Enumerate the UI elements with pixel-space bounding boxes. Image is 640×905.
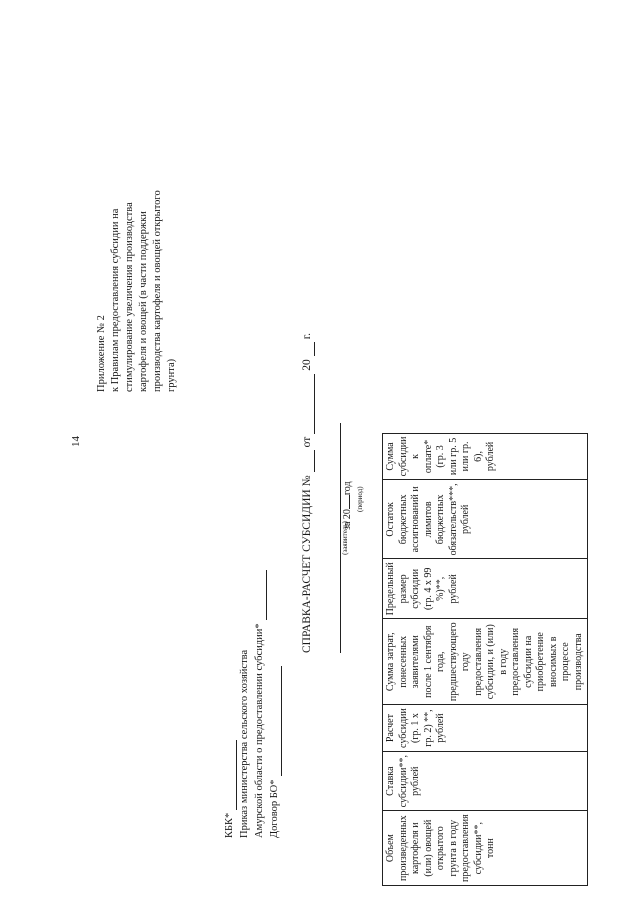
number-field[interactable] [303,450,315,472]
requisites-block [222,528,282,838]
title-heading: СПРАВКА-РАСЧЕТ СУБСИДИИ № [301,475,313,653]
appendix-line: стимулирование увеличения производства [124,202,135,392]
contract-label: Договор БО* [269,779,280,838]
period-prefix: за 20 [342,509,353,530]
header-costs: Сумма затрат, понесенных заявителями после 1 сентября года, предшествующего году предоставления субсидии, и (или) в году предоставления субсидии на приобретение вносимых в процессе производства [383,619,588,705]
header-calculation: Расчет субсидии (гр. 1 х гр. 2) **, рублей [383,705,588,752]
appendix-line: картофеля и овощей (в части поддержки [138,211,149,392]
from-label: от [301,436,313,448]
table-header-row [383,433,588,885]
period-year-field[interactable] [340,495,350,509]
header-volume: Объем произведенных картофеля и (или) овощей открытого грунта в году предоставления субсидии**, тонн [383,811,588,886]
appendix-block [95,122,179,392]
year-suffix: г. [301,332,313,340]
date-field[interactable] [303,374,315,434]
order-line-1: Приказ министерства сельского хозяйства [239,649,250,838]
applicant-caption: (заявитель) [341,521,349,555]
appendix-line: Приложение № 2 [96,315,107,392]
kbk-label: КБК* [224,812,235,838]
kbk-field[interactable] [225,740,237,810]
subsidy-table [382,433,588,886]
page-number: 14 [70,436,82,447]
period-caption: (период) [356,486,364,512]
header-payment: Сумма субсидии к оплате* (гр. 3 или гр. 5 или гр. 6), рублей [383,433,588,480]
form-title [300,233,315,653]
header-rate: Ставка субсидии**, рублей [383,751,588,810]
period-block [340,410,366,530]
appendix-line: к Правилам предоставления субсидии на [110,208,121,392]
year-prefix: 20 [301,359,313,371]
year-field[interactable] [303,342,315,356]
order-line-2: Амурской области о предоставлении субсидии* [254,623,265,838]
appendix-line: грунта) [166,358,177,392]
contract-field[interactable] [270,666,282,776]
header-remainder: Остаток бюджетных ассигнований и лимитов бюджетных обязательств***, рублей [383,480,588,559]
header-limit: Предельный размер субсидии (гр. 4 х 99 %)**, рублей [383,559,588,619]
period-suffix: год [342,481,353,496]
order-field[interactable] [255,570,267,620]
appendix-line: производства картофеля и овощей открытого [152,190,163,392]
